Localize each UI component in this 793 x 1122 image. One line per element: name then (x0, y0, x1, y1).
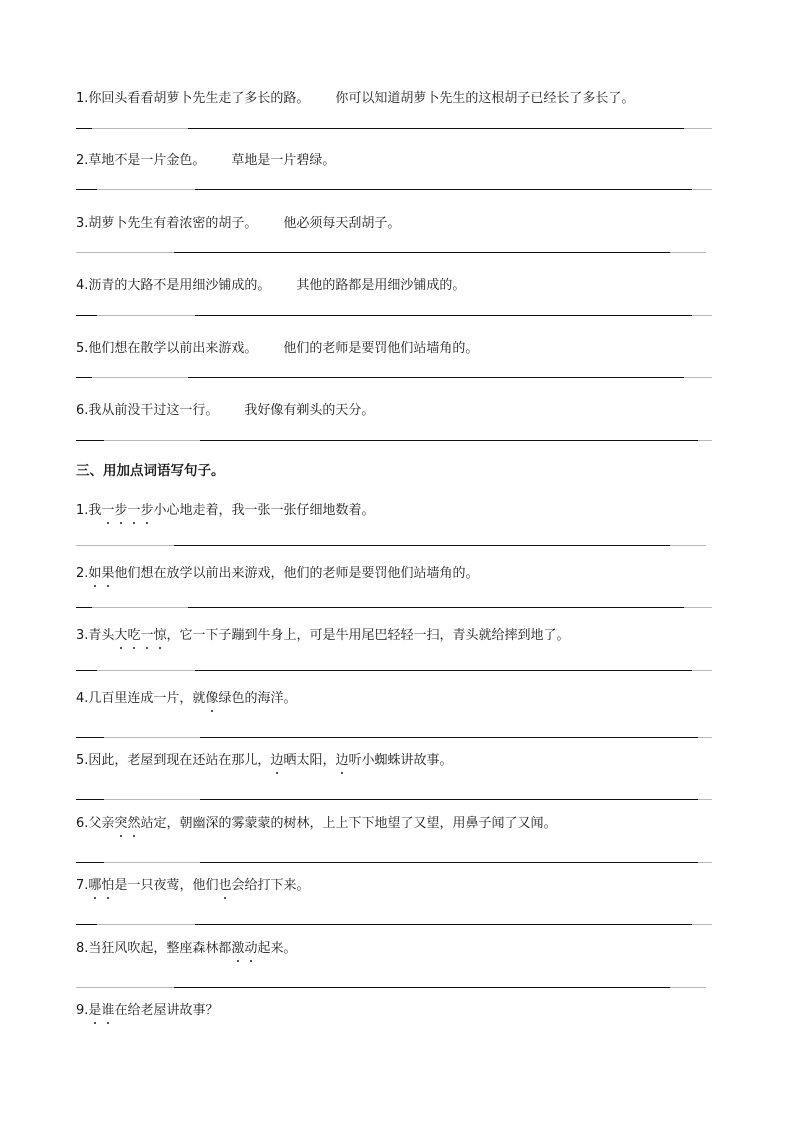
item-number: 5. (76, 753, 89, 768)
answer-underline-faint (97, 315, 195, 316)
item-number: 8. (76, 941, 89, 956)
emphasized-char: 哪 (88, 878, 102, 893)
sentence-text: 当狂风吹起，整座森林都 (88, 941, 232, 956)
sentence-item (76, 690, 296, 708)
sentence-text: 因此，老屋到现在还站在那儿， (88, 753, 271, 768)
sentence-item (76, 940, 296, 958)
answer-underline-faint (76, 252, 174, 253)
sentence-item (76, 1002, 218, 1020)
emphasized-char: 一 (101, 503, 115, 518)
answer-underline-faint (698, 440, 712, 441)
answer-underline-faint (670, 987, 706, 988)
item-number: 2. (76, 153, 89, 168)
sentence-text: 起来。 (257, 941, 297, 956)
answer-underline (188, 607, 684, 608)
answer-line[interactable] (0, 987, 793, 988)
emphasized-char: 也 (218, 878, 232, 893)
sentence-b: 草地是一片碧绿。 (231, 153, 336, 168)
answer-underline-faint (692, 924, 712, 925)
item-number: 1. (76, 503, 89, 518)
answer-underline (76, 862, 104, 863)
emphasized-char: 怕 (101, 878, 115, 893)
sentence-text: 听小蜘蛛讲故事。 (348, 753, 453, 768)
emphasized-char: 步 (114, 503, 128, 518)
item-number: 6. (76, 403, 89, 418)
answer-underline-faint (92, 128, 188, 129)
item-number: 3. (76, 216, 89, 231)
answer-underline (76, 737, 104, 738)
sentence-text: 小心地走着，我一张一张仔细地数着。 (153, 503, 375, 518)
sentence-b: 他必须每天刮胡子。 (283, 216, 401, 231)
sentence-text: 他们想在放学以前出来游戏，他们的老师是要罚他们站墙角的。 (114, 566, 479, 581)
answer-line[interactable] (0, 315, 793, 316)
emphasized-char: 惊 (153, 628, 167, 643)
sentence-a: 沥青的大路不是用细沙铺成的。 (88, 278, 271, 293)
sentence-text: 几百里连成一片，就 (88, 691, 206, 706)
item-number: 4. (76, 278, 89, 293)
answer-line[interactable] (0, 737, 793, 738)
item-number: 9. (76, 1003, 89, 1018)
emphasized-char: 像 (205, 691, 219, 706)
sentence-b: 你可以知道胡萝卜先生的这根胡子已经长了多长了。 (335, 91, 635, 106)
sentence-text: 在给老屋讲故事？ (114, 1003, 219, 1018)
answer-underline (195, 189, 692, 190)
answer-underline-faint (692, 315, 712, 316)
answer-underline (200, 799, 698, 800)
section-heading: 三、用加点词语写句子。 (76, 463, 225, 479)
answer-underline (195, 315, 692, 316)
answer-underline (200, 440, 698, 441)
answer-underline-faint (670, 252, 706, 253)
answer-underline (76, 128, 92, 129)
answer-underline (76, 924, 97, 925)
answer-underline (174, 987, 670, 988)
answer-line[interactable] (0, 670, 793, 671)
emphasized-char: 一 (127, 503, 141, 518)
answer-line[interactable] (0, 545, 793, 546)
emphasized-char: 大 (114, 628, 128, 643)
sentence-text: 晒太阳， (283, 753, 336, 768)
sentence-a: 草地不是一片金色。 (88, 153, 206, 168)
sentence-item (76, 815, 556, 833)
item-number: 3. (76, 628, 89, 643)
sentence-text: 是一只夜莺，他们 (114, 878, 219, 893)
answer-underline (195, 924, 692, 925)
answer-line[interactable] (0, 924, 793, 925)
answer-line[interactable] (0, 128, 793, 129)
answer-underline-faint (92, 377, 188, 378)
sentence-a: 我从前没干过这一行。 (88, 403, 219, 418)
answer-line[interactable] (0, 799, 793, 800)
answer-underline (200, 862, 698, 863)
sentence-item (76, 565, 478, 583)
emphasized-char: 边 (335, 753, 349, 768)
answer-underline (76, 315, 97, 316)
answer-line[interactable] (0, 607, 793, 608)
item-number: 1. (76, 91, 89, 106)
emphasized-char: 是 (88, 1003, 102, 1018)
item-number: 4. (76, 691, 89, 706)
answer-line[interactable] (0, 440, 793, 441)
sentence-a: 他们想在散学以前出来游戏。 (88, 341, 258, 356)
sentence-a: 胡萝卜先生有着浓密的胡子。 (88, 216, 258, 231)
transform-item (76, 215, 400, 233)
sentence-item (76, 627, 570, 645)
emphasized-char: 突 (114, 816, 128, 831)
emphasized-char: 吃 (127, 628, 141, 643)
answer-underline-faint (670, 545, 706, 546)
answer-underline (188, 128, 684, 129)
transform-item (76, 277, 465, 295)
answer-underline-faint (104, 440, 200, 441)
item-number: 2. (76, 566, 89, 581)
emphasized-char: 谁 (101, 1003, 115, 1018)
answer-underline (188, 377, 684, 378)
sentence-b: 我好像有剃头的天分。 (244, 403, 375, 418)
sentence-text: 绿色的海洋。 (218, 691, 297, 706)
answer-underline-faint (684, 128, 712, 129)
item-number: 5. (76, 341, 89, 356)
answer-line[interactable] (0, 862, 793, 863)
answer-underline-faint (92, 607, 188, 608)
transform-item (76, 90, 634, 108)
sentence-item (76, 502, 375, 520)
transform-item (76, 340, 478, 358)
answer-line[interactable] (0, 252, 793, 253)
answer-underline-faint (104, 862, 200, 863)
sentence-text: 青头 (88, 628, 115, 643)
transform-item (76, 152, 335, 170)
sentence-text: 父亲 (88, 816, 115, 831)
answer-underline-faint (684, 377, 712, 378)
emphasized-char: 然 (127, 816, 141, 831)
emphasized-char: 果 (101, 566, 115, 581)
answer-underline (174, 545, 670, 546)
answer-underline (76, 440, 104, 441)
sentence-b: 其他的路都是用细沙铺成的。 (296, 278, 466, 293)
emphasized-char: 步 (140, 503, 154, 518)
answer-underline (76, 799, 104, 800)
answer-underline-faint (692, 670, 712, 671)
answer-underline (195, 670, 692, 671)
answer-underline (76, 377, 92, 378)
sentence-item (76, 752, 452, 770)
emphasized-char: 如 (88, 566, 102, 581)
sentence-text: ，它一下子蹦到牛身上，可是牛用尾巴轻轻一扫，青头就给摔到地了。 (166, 628, 570, 643)
transform-item (76, 402, 374, 420)
emphasized-char: 边 (270, 753, 284, 768)
sentence-b: 他们的老师是要罚他们站墙角的。 (283, 341, 479, 356)
answer-underline-faint (76, 545, 174, 546)
answer-underline-faint (684, 607, 712, 608)
emphasized-char: 激 (231, 941, 245, 956)
answer-line[interactable] (0, 377, 793, 378)
item-number: 7. (76, 878, 89, 893)
answer-underline-faint (698, 799, 712, 800)
sentence-text: 我 (88, 503, 102, 518)
answer-underline (200, 737, 698, 738)
answer-underline-faint (698, 737, 712, 738)
answer-underline-faint (104, 799, 200, 800)
sentence-text: 会给打下来。 (231, 878, 310, 893)
sentence-a: 你回头看看胡萝卜先生走了多长的路。 (88, 91, 310, 106)
sentence-text: 站定，朝幽深的雾蒙蒙的树林，上上下下地望了又望，用鼻子闻了又闻。 (140, 816, 557, 831)
answer-underline-faint (97, 189, 195, 190)
answer-underline-faint (104, 737, 200, 738)
answer-underline-faint (692, 189, 712, 190)
emphasized-char: 动 (244, 941, 258, 956)
answer-line[interactable] (0, 189, 793, 190)
answer-underline-faint (97, 924, 195, 925)
answer-underline-faint (76, 987, 174, 988)
emphasized-char: 一 (140, 628, 154, 643)
answer-underline (76, 189, 97, 190)
item-number: 6. (76, 816, 89, 831)
sentence-item (76, 877, 309, 895)
answer-underline (76, 670, 97, 671)
answer-underline-faint (698, 862, 712, 863)
answer-underline (76, 607, 92, 608)
answer-underline (174, 252, 670, 253)
answer-underline-faint (97, 670, 195, 671)
